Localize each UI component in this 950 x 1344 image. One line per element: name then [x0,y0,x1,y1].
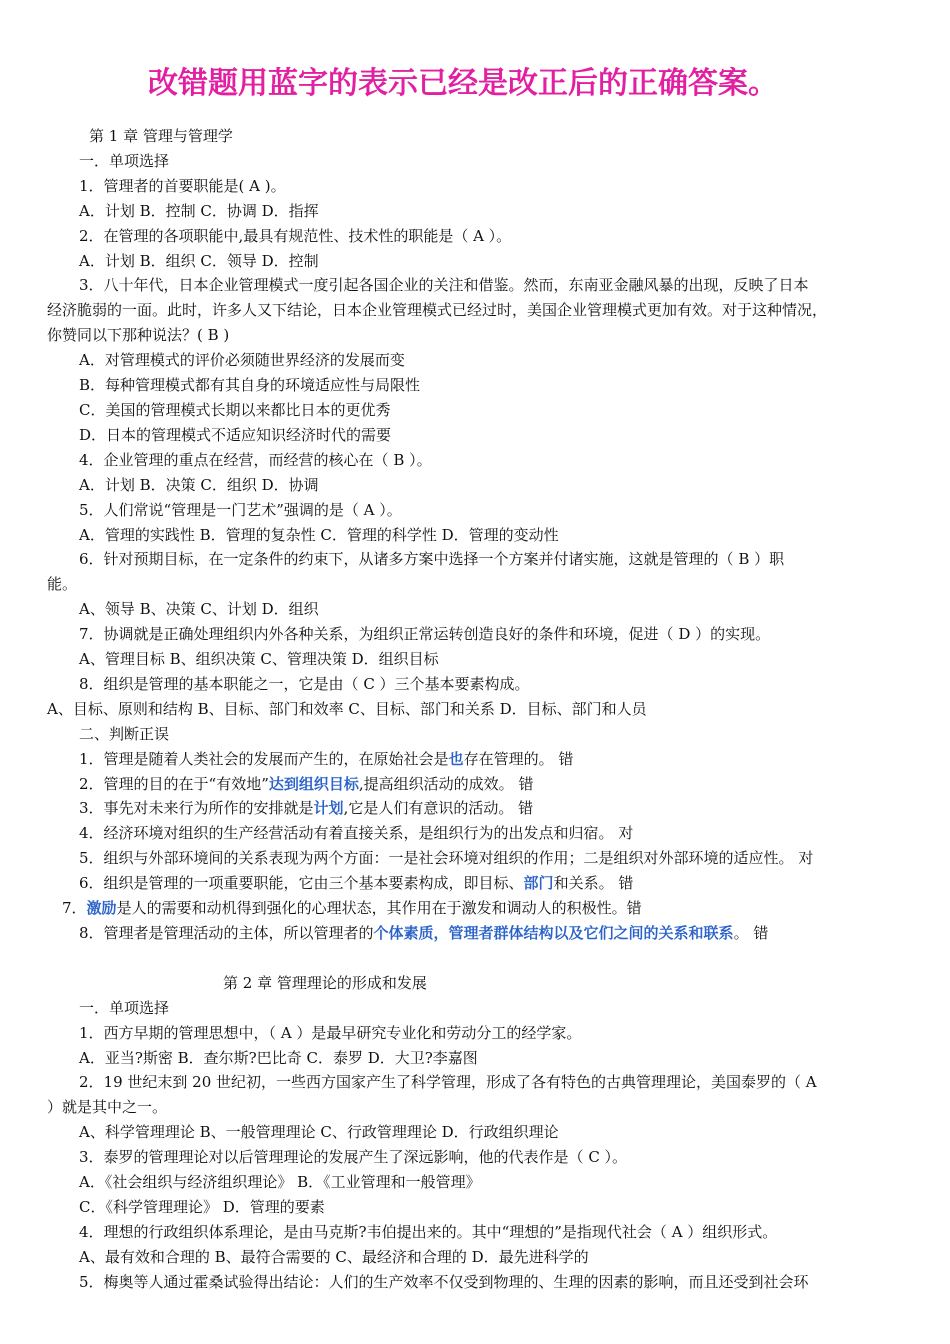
judgment-text: ,提高组织活动的成效。 错 [358,774,534,793]
question: 4．理想的行政组织体系理论，是由马克斯?韦伯提出来的。其中“理想的”是指现代社会（ A ）组织形式。 [79,1222,778,1241]
judgment-item [47,772,910,797]
option: A．对管理模式的评价必须随世界经济的发展而变 [79,351,405,370]
option: C．美国的管理模式长期以来都比日本的更优秀 [79,400,391,419]
judgment-text: 1．管理是随着人类社会的发展而产生的，在原始社会是 [79,749,449,768]
question-line: 6．针对预期目标，在一定条件的约束下，从诸多方案中选择一个方案并付诸实施，这就是管理的（ B ）职 [79,550,785,569]
options: A、目标、原则和结构 B、目标、部门和效率 C、目标、部门和关系 D．目标、部门和人员 [47,699,647,718]
options: A．《社会组织与经济组织理论》 B．《工业管理和一般管理》 [79,1173,481,1192]
question-line: 3．八十年代，日本企业管理模式一度引起各国企业的关注和借鉴。然而，东南亚金融风暴的出现，反映了日本 [79,276,809,295]
judgment-text: 存在管理的。 错 [463,749,574,768]
options: A．计划 B．组织 C．领导 D．控制 [79,251,319,270]
judgment-text: 和关系。 错 [553,874,634,893]
chapter-1-title: 第 1 章 管理与管理学 [89,127,233,145]
question: 5．人们常说“管理是一门艺术”强调的是（ A ）。 [79,500,402,519]
judgment-text: 7． [62,899,87,918]
judgment-item [47,896,910,921]
correction-text: 计划 [313,799,344,818]
judgment-item [47,921,910,946]
chapter-2-title: 第 2 章 管理理论的形成和发展 [223,973,427,992]
options: A．管理的实践性 B．管理的复杂性 C．管理的科学性 D．管理的变动性 [79,525,559,544]
section-single-choice: 一．单项选择 [79,998,170,1017]
correction-text: 激励 [86,899,117,918]
question-line: 经济脆弱的一面。此时，许多人又下结论，日本企业管理模式已经过时，美国企业管理模式更加有效。对于这种情况， [47,301,828,320]
options: C．《科学管理理论》 D．管理的要素 [79,1197,325,1216]
option: D．日本的管理模式不适应知识经济时代的需要 [79,425,392,444]
options: A．计划 B．决策 C．组织 D．协调 [79,475,319,494]
question: 7．协调就是正确处理组织内外各种关系，为组织正常运转创造良好的条件和环境，促进（ D ）的实现。 [79,625,771,644]
options: A、科学管理理论 B、一般管理理论 C、行政管理理论 D．行政组织理论 [79,1123,559,1142]
question: 5．梅奥等人通过霍桑试验得出结论：人们的生产效率不仅受到物理的、生理的因素的影响，而且还受到社会环 [79,1272,809,1291]
judgment-text: 2．管理的目的在于“有效地” [79,774,269,793]
judgment-item [47,747,910,772]
question: 1．管理者的首要职能是( A )。 [79,176,286,195]
question: 1．西方早期的管理思想中，（ A ）是最早研究专业化和劳动分工的经学家。 [79,1023,582,1042]
question-line: 你赞同以下那种说法？( B ) [47,326,230,345]
correction-text: 也 [448,749,464,768]
judgment-text: ,它是人们有意识的活动。 错 [343,799,534,818]
question-line: 2．19 世纪末到 20 世纪初，一些西方国家产生了科学管理，形成了各有特色的古典管理理论，美国泰罗的（ A [79,1073,817,1092]
option: B．每种管理模式都有其自身的环境适应性与局限性 [79,376,421,395]
options: A．亚当?斯密 B．查尔斯?巴比奇 C．泰罗 D．大卫?李嘉图 [79,1048,478,1067]
correction-text: 部门 [523,874,554,893]
judgment-item [47,871,910,896]
document-body [47,124,910,1295]
judgment-item [47,796,910,821]
question-line: 能。 [47,575,78,594]
options: A．计划 B．控制 C．协调 D．指挥 [79,201,319,220]
question: 4．企业管理的重点在经营，而经营的核心在（ B ）。 [79,450,432,469]
judgment-text: 3．事先对未来行为所作的安排就是 [79,799,314,818]
question-line: ）就是其中之一。 [47,1098,168,1117]
judgment-text: 。 错 [733,924,769,942]
banner-note: 改错题用蓝字的表示已经是改正后的正确答案。 [148,66,778,101]
section-true-false: 二、判断正误 [79,724,170,743]
question: 2．在管理的各项职能中,最具有规范性、技术性的职能是（ A ）。 [79,226,512,245]
question: 8．组织是管理的基本职能之一，它是由（ C ）三个基本要素构成。 [79,674,530,693]
judgment-text: 6．组织是管理的一项重要职能，它由三个基本要素构成，即目标、 [79,874,524,893]
options: A、管理目标 B、组织决策 C、管理决策 D．组织目标 [79,650,439,669]
correction-text: 达到组织目标 [268,774,359,793]
correction-text: 个体素质，管理者群体结构以及它们之间的关系和联系 [373,924,734,942]
question: 3．泰罗的管理理论对以后管理理论的发展产生了深远影响，他的代表作是（ C ）。 [79,1148,628,1167]
section-single-choice: 一．单项选择 [79,151,170,170]
judgment-text: 是人的需要和动机得到强化的心理状态，其作用在于激发和调动人的积极性。错 [116,899,642,918]
options: A、领导 B、决策 C、计划 D．组织 [79,600,319,619]
options: A、最有效和合理的 B、最符合需要的 C、最经济和合理的 D．最先进科学的 [79,1247,589,1266]
judgment-item: 5．组织与外部环境间的关系表现为两个方面：一是社会环境对组织的作用；二是组织对外部环境的适应性。 对 [79,849,814,868]
judgment-item: 4．经济环境对组织的生产经营活动有着直接关系，是组织行为的出发点和归宿。 对 [79,824,634,843]
judgment-text: 8．管理者是管理活动的主体，所以管理者的 [79,924,374,942]
spacer [47,946,910,971]
